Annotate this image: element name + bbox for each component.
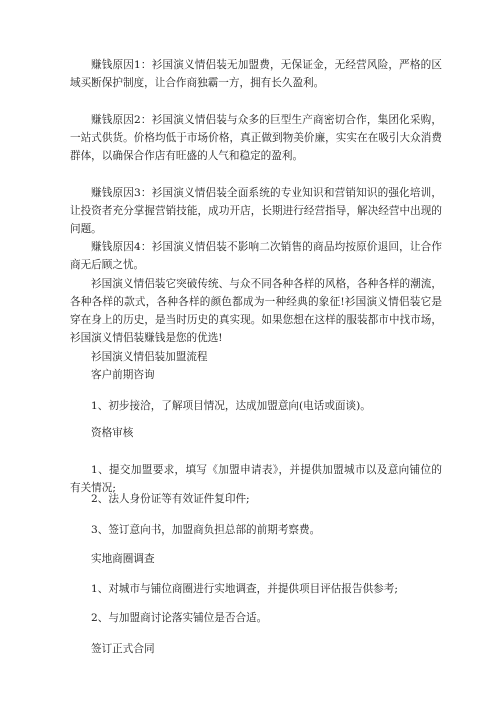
step-sign-intent: 3、签订意向书，加盟商负担总部的前期考察费。 bbox=[91, 524, 321, 536]
paragraph-reason-4: 赚钱原因4：衫国演义情侣装不影响二次销售的商品均按原价退回，让合作商无后顾之忧。 bbox=[70, 241, 442, 271]
heading-sign-contract: 签订正式合同 bbox=[91, 643, 155, 655]
paragraph-reason-1: 赚钱原因1：衫国演义情侣装无加盟费，无保证金，无经营风险，严格的区域买断保护制度，让合作商独霸一方，拥有长久盈利。 bbox=[70, 59, 442, 89]
heading-franchise-process: 衫国演义情侣装加盟流程 bbox=[91, 351, 208, 363]
heading-site-survey: 实地商圈调查 bbox=[91, 553, 155, 565]
step-submit-application: 1、提交加盟要求，填写《加盟申请表》，并提供加盟城市以及意向铺位的有关情况; bbox=[70, 464, 442, 494]
step-site-investigation: 1、对城市与铺位商圈进行实地调查，并提供项目评估报告供参考; bbox=[91, 583, 398, 595]
step-id-documents: 2、法人身份证等有效证件复印件; bbox=[91, 493, 250, 505]
paragraph-brand-summary: 衫国演义情侣装它突破传统、与众不同各种各样的风格，各种各样的潮流，各种各样的款式，各种各样的颜色都成为一种经典的象征!衫国演义情侣装它是穿在身上的历史，是当时历史的真实现。如果您想在这样的服装都市中找市场， 衫国演义情侣装赚钱是您的优选! bbox=[70, 278, 442, 344]
step-initial-contact: 1、初步接洽，了解项目情况，达成加盟意向(电话或面谈)。 bbox=[91, 400, 371, 412]
step-confirm-location: 2、与加盟商讨论落实铺位是否合适。 bbox=[91, 612, 268, 624]
paragraph-reason-3: 赚钱原因3：衫国演义情侣装全面系统的专业知识和营销知识的强化培训，让投资者充分掌握营销技能，成功开店，长期进行经营指导，解决经营中出现的问题。 bbox=[70, 187, 442, 235]
paragraph-reason-2: 赚钱原因2：衫国演义情侣装与众多的巨型生产商密切合作，集团化采购，一站式供货。价格均低于市场价格，真正做到物美价廉，实实在在吸引大众消费群体，以确保合作店有旺盛的人气和稳定的盈利。 bbox=[70, 114, 442, 162]
heading-customer-consultation: 客户前期咨询 bbox=[91, 369, 155, 381]
heading-qualification-review: 资格审核 bbox=[91, 427, 134, 439]
